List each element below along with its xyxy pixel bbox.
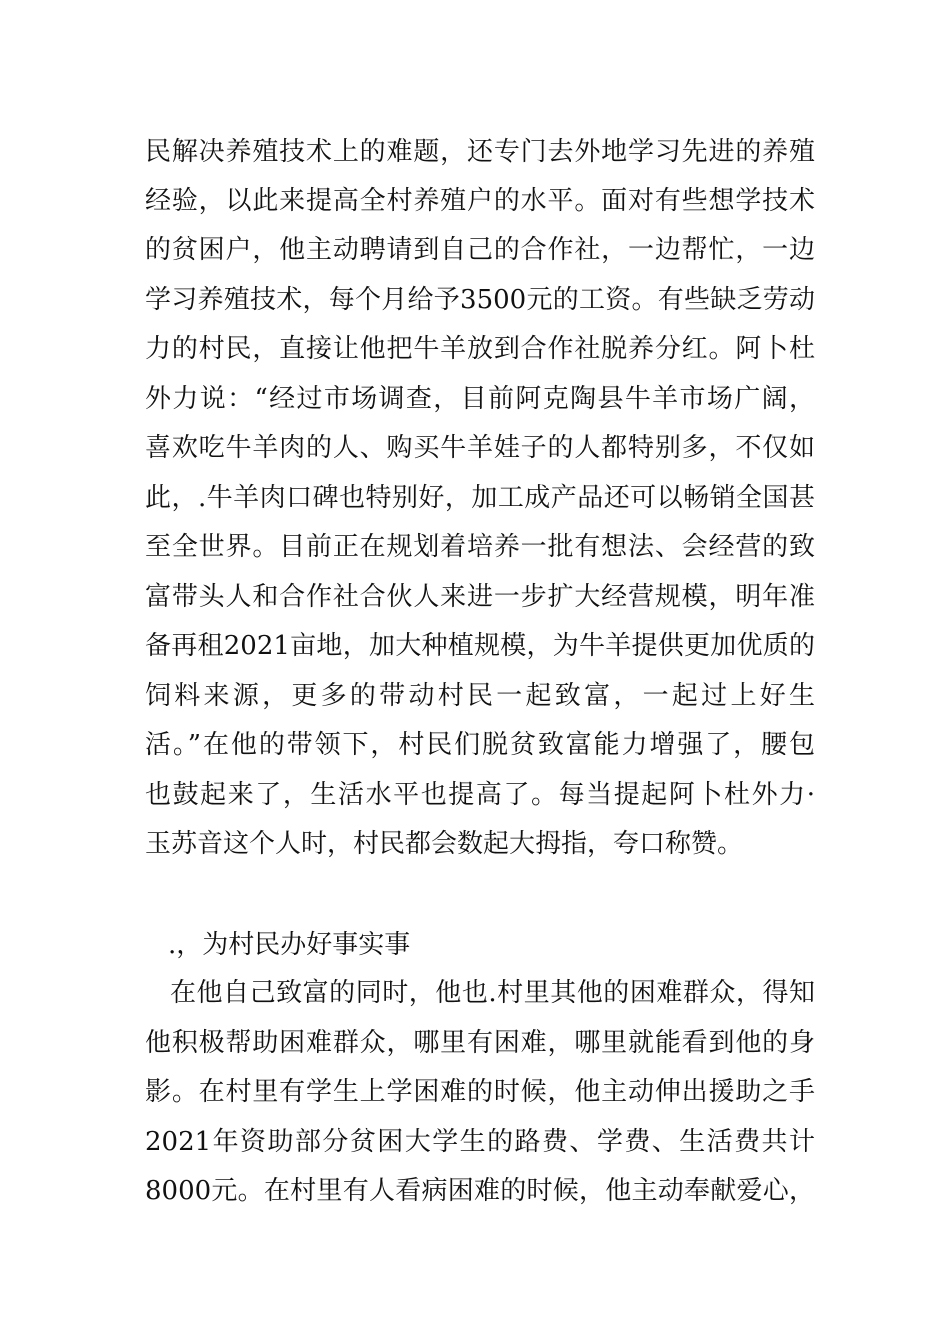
- paragraph-line: 备再租2021亩地，加大种植规模，为牛羊提供更加优质的: [145, 631, 815, 661]
- paragraph-line: 在他自己致富的同时，他也.村里其他的困难群众，得知: [170, 978, 815, 1008]
- paragraph-line: 喜欢吃牛羊肉的人、购买牛羊娃子的人都特别多，不仅如: [145, 433, 815, 463]
- paragraph-line: 的贫困户，他主动聘请到自己的合作社，一边帮忙，一边: [145, 235, 815, 265]
- paragraph-line: 此，.牛羊肉口碑也特别好，加工成产品还可以畅销全国甚: [145, 483, 815, 513]
- paragraph-line: 经验，以此来提高全村养殖户的水平。面对有些想学技术: [145, 186, 815, 216]
- paragraph-line: 8000元。在村里有人看病困难的时候，他主动奉献爱心，: [145, 1176, 815, 1206]
- paragraph-line: 影。在村里有学生上学困难的时候，他主动伸出援助之手: [145, 1077, 815, 1107]
- paragraph-line: 饲料来源，更多的带动村民一起致富，一起过上好生: [145, 681, 815, 711]
- paragraph-line: 至全世界。目前正在规划着培养一批有想法、会经营的致: [145, 532, 815, 562]
- paragraph-line: 外力说：“经过市场调查，目前阿克陶县牛羊市场广阔，: [145, 384, 815, 414]
- paragraph-line: 富带头人和合作社合伙人来进一步扩大经营规模，明年准: [145, 582, 815, 612]
- paragraph-line: 民解决养殖技术上的难题，还专门去外地学习先进的养殖: [145, 137, 815, 167]
- paragraph-line: 活。”在他的带领下，村民们脱贫致富能力增强了，腰包: [145, 730, 815, 760]
- paragraph-line: 他积极帮助困难群众，哪里有困难，哪里就能看到他的身: [145, 1028, 815, 1058]
- paragraph-line: 2021年资助部分贫困大学生的路费、学费、生活费共计: [145, 1127, 815, 1157]
- paragraph-line: 玉苏音这个人时，村民都会数起大拇指，夸口称赞。: [145, 829, 744, 859]
- section-heading: .，为村民办好事实事: [168, 930, 411, 960]
- paragraph-line: 学习养殖技术，每个月给予3500元的工资。有些缺乏劳动: [145, 285, 815, 315]
- paragraph-line: 也鼓起来了，生活水平也提高了。每当提起阿卜杜外力·: [145, 780, 815, 810]
- paragraph-line: 力的村民，直接让他把牛羊放到合作社脱养分红。阿卜杜: [145, 334, 815, 364]
